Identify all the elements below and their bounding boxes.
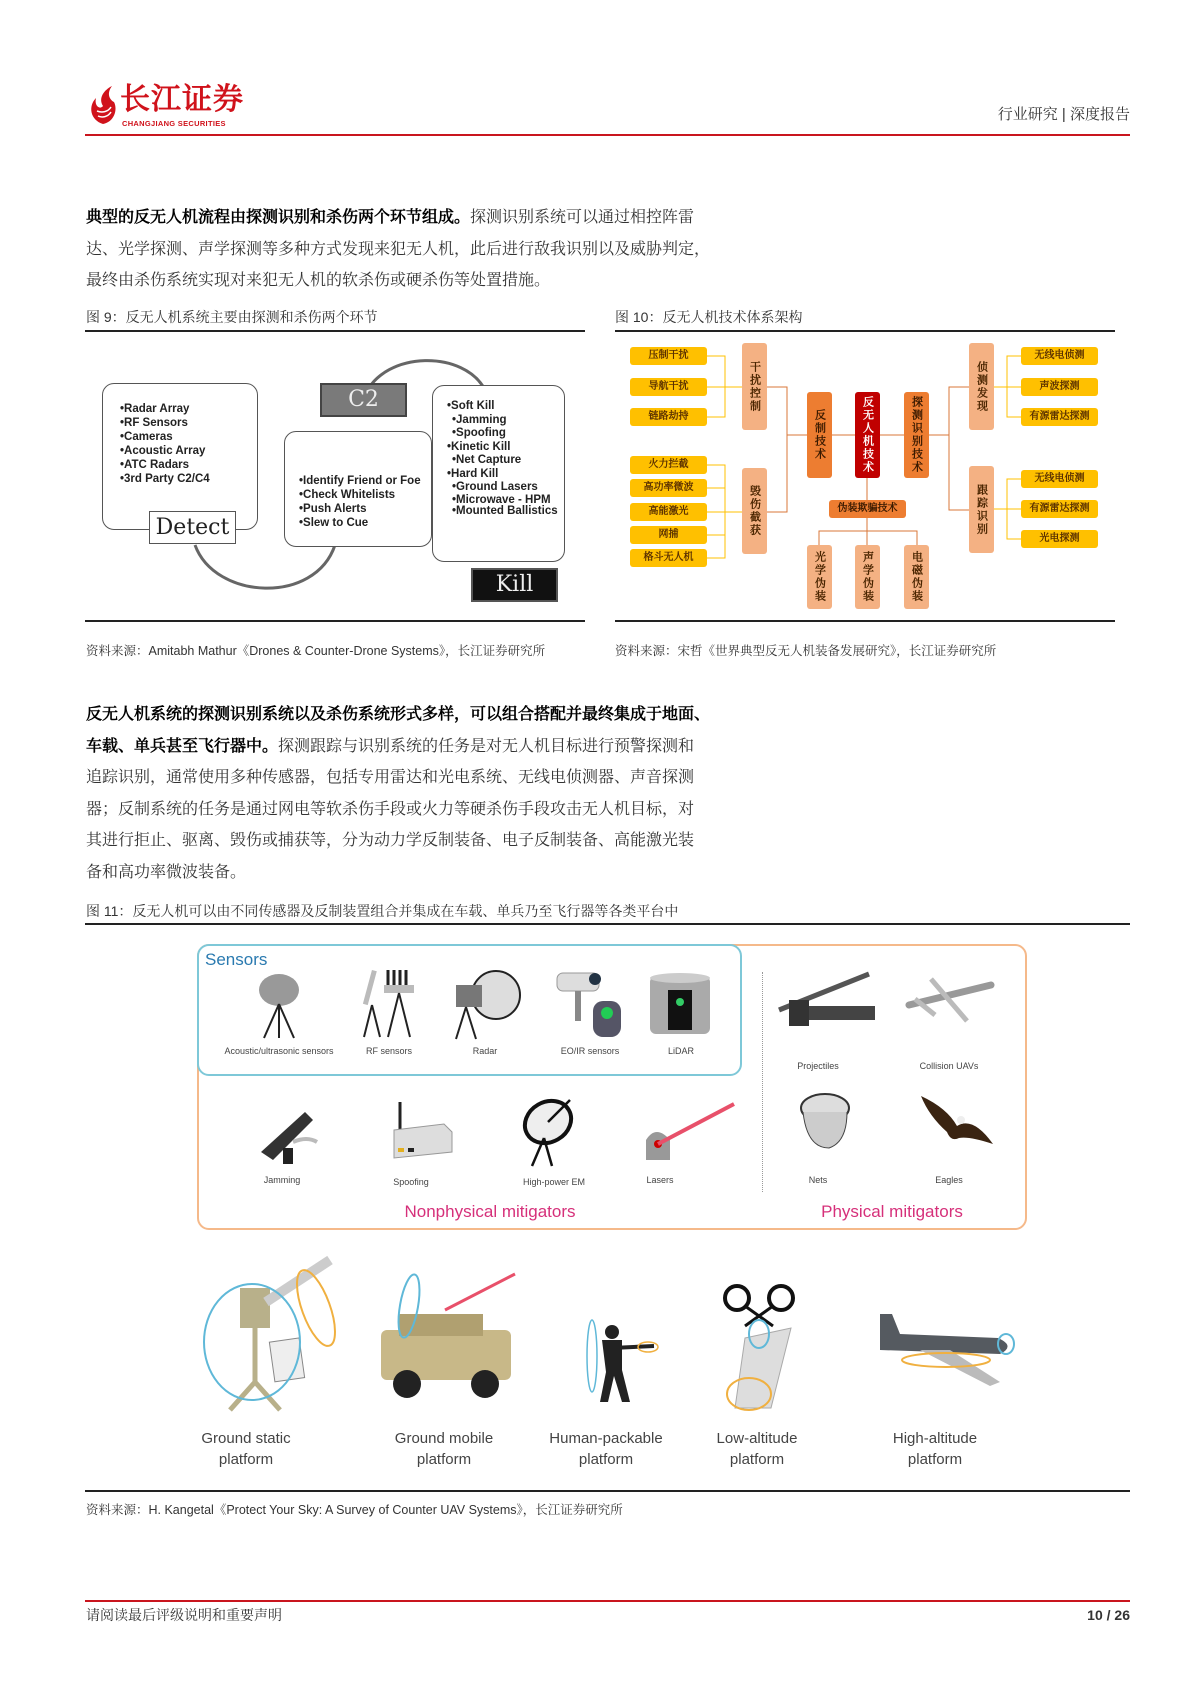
node-navigation-jamming: 导航干扰: [630, 378, 707, 396]
node-discover: 侦测发现: [969, 343, 994, 430]
node-hpm: 高功率微波: [630, 479, 707, 497]
node-optical-camo: 光学伪装: [807, 545, 832, 609]
eagle-icon: [917, 1092, 997, 1154]
rf-sensor-icon: [362, 965, 418, 1040]
c2-item: •Push Alerts: [299, 503, 367, 515]
sensor-label: Acoustic/ultrasonic sensors: [224, 1046, 334, 1056]
c2-label: C2: [320, 383, 407, 417]
physical-label: Projectiles: [797, 1061, 839, 1071]
paragraph-2-lead: 车载、单兵甚至飞行器中。: [86, 737, 279, 755]
projectiles-icon: [775, 970, 885, 1030]
node-net-capture: 网捕: [630, 526, 707, 544]
logo-flame-icon: [86, 84, 120, 126]
kill-item: •Microwave - HPM: [452, 493, 551, 506]
paragraph-2-line: 追踪识别，通常使用多种传感器，包括专用雷达和光电系统、无线电侦测器、声音探测: [86, 769, 695, 786]
c2-item: •Identify Friend or Foe: [299, 475, 421, 487]
node-interference-control: 干扰控制: [742, 343, 767, 430]
physical-divider: [762, 972, 763, 1192]
ground-mobile-platform-icon: [375, 1270, 525, 1410]
eo-ir-sensor-icon: [555, 965, 625, 1040]
nonphysical-label: High-power EM: [522, 1177, 586, 1187]
figure-9-diagram: [85, 340, 585, 620]
node-link-hijack: 链路劫持: [630, 408, 707, 426]
paragraph-2-line: 备和高功率微波装备。: [86, 863, 247, 881]
sensor-label: EO/IR sensors: [560, 1046, 620, 1056]
kill-item: •Hard Kill: [447, 467, 499, 480]
figure-9-rule: [85, 330, 585, 332]
node-countermeasure-tech: 反制技术: [807, 392, 832, 478]
high-altitude-platform-icon: [870, 1310, 1020, 1390]
detect-item: •RF Sensors: [120, 417, 188, 429]
low-altitude-platform-icon: [715, 1282, 815, 1412]
logo-subtext: CHANGJIANG SECURITIES: [122, 119, 226, 128]
report-type: 行业研究 | 深度报告: [997, 106, 1130, 123]
figure-9-caption: 图 9：反无人机系统主要由探测和杀伤两个环节: [86, 309, 378, 325]
kill-label: Kill: [471, 568, 558, 602]
footer-disclaimer: 请阅读最后评级说明和重要声明: [86, 1607, 282, 1623]
node-detection-tech: 探测识别技术: [904, 392, 929, 478]
kill-item: •Mounted Ballistics: [452, 505, 558, 517]
platform-label: Low-altitude platform: [716, 1430, 798, 1468]
high-power-em-dish-icon: [520, 1092, 582, 1168]
physical-label: Eagles: [935, 1175, 963, 1185]
figure-10-bottom-rule: [615, 620, 1115, 622]
detect-item: •3rd Party C2/C4: [120, 473, 210, 485]
acoustic-sensor-icon: [252, 970, 306, 1040]
physical-label: Collision UAVs: [919, 1061, 979, 1071]
paragraph-1-line: 最终由杀伤系统实现对来犯无人机的软杀伤或硬杀伤等处置措施。: [86, 272, 551, 289]
node-camouflage-tech: 伪装欺骗技术: [829, 500, 906, 518]
detect-item: •Acoustic Array: [120, 445, 206, 457]
paragraph-2-line: 器；反制系统的任务是通过网电等软杀伤手段或火力等硬杀伤手段攻击无人机目标，对: [86, 800, 695, 818]
header-divider: [85, 134, 1130, 136]
node-radio-detect-2: 无线电侦测: [1021, 470, 1098, 488]
node-acoustic-detect: 声波探测: [1021, 378, 1098, 396]
paragraph-2-line: 其进行拒止、驱离、毁伤或捕获等，分为动力学反制装备、电子反制装备、高能激光装: [86, 832, 695, 849]
kill-item: •Ground Lasers: [452, 481, 538, 493]
paragraph-2: [86, 699, 786, 888]
nonphysical-title: Nonphysical mitigators: [404, 1202, 576, 1221]
paragraph-1-line: 探测识别系统可以通过相控阵雷: [470, 209, 695, 226]
radar-icon: [452, 963, 522, 1041]
platform-label: Ground static platform: [201, 1430, 291, 1468]
laser-icon: [642, 1100, 738, 1162]
sensor-label: Radar: [472, 1046, 498, 1056]
figure-11-bottom-rule: [85, 1490, 1130, 1492]
node-active-radar-2: 有源雷达探测: [1021, 500, 1098, 518]
figure-9-source: 资料来源：Amitabh Mathur《Drones & Counter-Drone Systems》，长江证券研究所: [86, 644, 546, 658]
detect-label: Detect: [149, 511, 236, 544]
paragraph-1-line: 达、光学探测、声学探测等多种方式发现来犯无人机，此后进行敌我识别以及威胁判定，: [86, 240, 711, 258]
c2-box: [284, 431, 432, 547]
platform-label: Ground mobile platform: [394, 1430, 494, 1468]
node-eo-detect: 光电探测: [1021, 530, 1098, 548]
nonphysical-label: Spoofing: [393, 1177, 429, 1187]
kill-item: •Spoofing: [452, 427, 506, 439]
kill-item: •Kinetic Kill: [447, 440, 511, 453]
c2-item: •Check Whitelists: [299, 489, 396, 501]
node-fire-intercept: 火力拦截: [630, 456, 707, 474]
paragraph-2-lead: 反无人机系统的探测识别系统以及杀伤系统形式多样，可以组合搭配并最终集成于地面、: [86, 706, 711, 723]
kill-box: [432, 385, 565, 562]
lidar-icon: [648, 972, 712, 1036]
sensor-label: LiDAR: [667, 1046, 695, 1056]
figure-11-caption: 图 11：反无人机可以由不同传感器及反制装置组合并集成在车载、单兵乃至飞行器等各类平台中: [86, 903, 679, 919]
node-laser: 高能激光: [630, 503, 707, 521]
node-counter-uav-tech: 反无人机技术: [855, 392, 880, 478]
figure-11-source: 资料来源：H. Kangetal《Protect Your Sky: A Survey of Counter UAV Systems》，长江证券研究所: [86, 1503, 623, 1517]
node-em-camo: 电磁伪装: [904, 545, 929, 609]
sensors-title: Sensors: [205, 950, 268, 969]
node-track-identify: 跟踪识别: [969, 466, 994, 553]
figure-11-rule: [85, 923, 1130, 925]
detect-box: [102, 383, 258, 530]
physical-label: Nets: [808, 1175, 828, 1185]
nonphysical-label: Lasers: [646, 1175, 674, 1185]
physical-title: Physical mitigators: [821, 1202, 963, 1221]
figure-10-caption: 图 10：反无人机技术体系架构: [615, 309, 803, 325]
spoofing-device-icon: [388, 1100, 456, 1162]
detect-item: •Radar Array: [120, 403, 190, 415]
figure-10-source: 资料来源：宋哲《世界典型反无人机装备发展研究》，长江证券研究所: [615, 644, 997, 658]
paragraph-2-line: 探测跟踪与识别系统的任务是对无人机目标进行预警探测和: [278, 737, 695, 755]
human-packable-platform-icon: [582, 1310, 662, 1406]
kill-item: •Jamming: [452, 413, 507, 426]
platform-label: Human-packable platform: [549, 1430, 663, 1468]
c2-item: •Slew to Cue: [299, 517, 369, 529]
sensor-label: RF sensors: [365, 1046, 413, 1056]
logo: [86, 84, 120, 126]
nonphysical-label: Jamming: [263, 1175, 301, 1185]
node-combat-uav: 格斗无人机: [630, 549, 707, 567]
kill-item: •Net Capture: [452, 454, 522, 466]
net-icon: [795, 1090, 855, 1154]
footer-divider: [85, 1600, 1130, 1602]
ground-static-platform-icon: [200, 1252, 350, 1412]
logo-text: 长江证券: [120, 82, 244, 117]
node-active-radar: 有源雷达探测: [1021, 408, 1098, 426]
node-destroy-capture: 毁伤截获: [742, 468, 767, 554]
figure-9-bottom-rule: [85, 620, 585, 622]
page-number: 10 / 26: [1087, 1607, 1130, 1623]
node-radio-detect: 无线电侦测: [1021, 347, 1098, 365]
collision-uav-icon: [905, 975, 997, 1025]
jamming-gun-icon: [255, 1100, 325, 1170]
detect-item: •Cameras: [120, 431, 173, 443]
platform-label: High-altitude platform: [892, 1430, 978, 1468]
node-acoustic-camo: 声学伪装: [855, 545, 880, 609]
node-suppress-jamming: 压制干扰: [630, 347, 707, 365]
paragraph-1: [86, 202, 786, 297]
paragraph-1-lead: 典型的反无人机流程由探测识别和杀伤两个环节组成。: [86, 209, 471, 226]
figure-10-diagram: [615, 330, 1135, 620]
detect-item: •ATC Radars: [120, 459, 189, 471]
kill-item: •Soft Kill: [447, 400, 495, 412]
